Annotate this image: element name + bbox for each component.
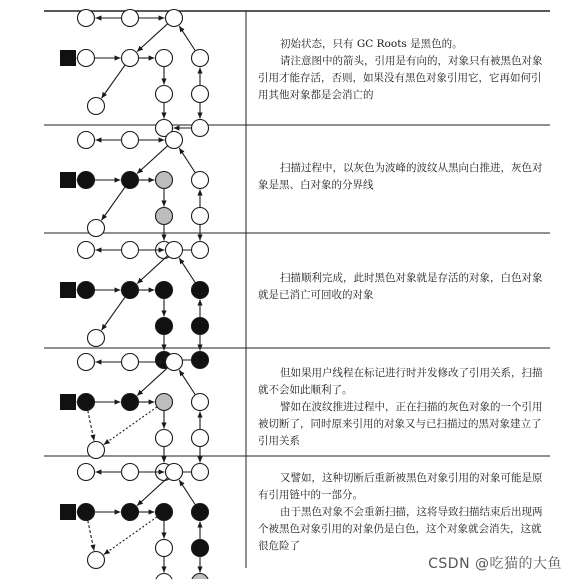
white-object-node: [88, 552, 105, 569]
description-paragraph: 扫描顺利完成，此时黑色对象就是存活的对象，白色对象就是已消亡可回收的对象: [258, 272, 543, 301]
reference-arrow: [179, 258, 195, 283]
white-object-node: [192, 430, 209, 447]
gc-root-square: [60, 50, 76, 66]
object-graph-diagram-1: [60, 10, 209, 137]
black-object-node: [192, 282, 209, 299]
white-object-node: [122, 10, 139, 27]
description-paragraph: 又譬如，这种切断后重新被黑色对象引用的对象可能是原有引用链中的一部分。: [258, 472, 543, 501]
white-object-node: [78, 354, 95, 371]
white-object-node: [122, 354, 139, 371]
new-reference-dashed-arrow: [88, 520, 94, 550]
reference-arrow: [137, 24, 168, 52]
gray-object-node: [156, 394, 173, 411]
white-object-node: [88, 442, 105, 459]
black-object-node: [192, 318, 209, 335]
white-object-node: [78, 10, 95, 27]
black-object-node: [192, 352, 209, 369]
white-object-node: [78, 50, 95, 67]
white-object-node: [156, 86, 173, 103]
white-object-node: [88, 98, 105, 115]
reference-arrow: [179, 148, 195, 173]
reference-arrow: [101, 65, 125, 98]
white-object-node: [192, 172, 209, 189]
reference-arrow: [101, 297, 125, 330]
white-object-node: [78, 132, 95, 149]
severed-reference-dashed-arrow: [104, 517, 157, 555]
white-object-node: [166, 464, 183, 481]
description-paragraph: 扫描过程中，以灰色为波峰的波纹从黑向白推进，灰色对象是黑、白对象的分界线: [258, 162, 543, 191]
black-object-node: [122, 282, 139, 299]
white-object-node: [192, 464, 209, 481]
black-object-node: [156, 318, 173, 335]
object-graph-diagram-3: [60, 242, 209, 369]
object-graph-diagram-5: [60, 464, 209, 579]
black-object-node: [192, 540, 209, 557]
row-description-5: [258, 470, 550, 555]
black-object-node: [156, 282, 173, 299]
white-object-node: [166, 354, 183, 371]
white-object-node: [88, 330, 105, 347]
description-paragraph: 请注意图中的箭头，引用是有向的，对象只有被黑色对象引用才能存活，否则，如果没有黑色对象引用它，它再如何引用其他对象都是会消亡的: [258, 55, 543, 101]
white-object-node: [192, 120, 209, 137]
gc-root-square: [60, 282, 76, 298]
description-paragraph: 譬如在波纹推进过程中，正在扫描的灰色对象的一个引用被切断了，同时原来引用的对象又与已扫描过的黑对象建立了引用关系: [258, 401, 543, 447]
black-object-node: [78, 172, 95, 189]
black-object-node: [156, 504, 173, 521]
severed-reference-dashed-arrow: [104, 407, 157, 445]
reference-arrow: [179, 26, 195, 51]
white-object-node: [192, 394, 209, 411]
reference-arrow: [137, 146, 168, 174]
white-object-node: [78, 464, 95, 481]
gray-object-node: [156, 208, 173, 225]
black-object-node: [78, 394, 95, 411]
black-object-node: [78, 282, 95, 299]
row-description-4: [258, 365, 550, 450]
row-description-3: [258, 270, 550, 304]
gc-root-square: [60, 172, 76, 188]
white-object-node: [192, 50, 209, 67]
object-graph-diagram-2: [60, 132, 209, 259]
white-object-node: [166, 132, 183, 149]
white-object-node: [156, 540, 173, 557]
gray-object-node: [192, 574, 209, 579]
row-description-2: [258, 160, 550, 194]
black-object-node: [192, 504, 209, 521]
black-object-node: [122, 504, 139, 521]
gc-root-square: [60, 504, 76, 520]
white-object-node: [156, 50, 173, 67]
new-reference-dashed-arrow: [88, 410, 94, 440]
white-object-node: [192, 208, 209, 225]
reference-arrow: [179, 480, 195, 505]
description-paragraph: 由于黑色对象不会重新扫描，这将导致扫描结束后出现两个被黑色对象引用的对象仍是白色，这个对象就会消失，这就很危险了: [258, 506, 543, 552]
reference-arrow: [179, 370, 195, 395]
description-paragraph: 但如果用户线程在标记进行时并发修改了引用关系，扫描就不会如此顺利了。: [258, 367, 543, 396]
white-object-node: [156, 574, 173, 579]
white-object-node: [166, 242, 183, 259]
reference-arrow: [101, 187, 125, 220]
white-object-node: [122, 242, 139, 259]
reference-arrow: [137, 368, 168, 396]
white-object-node: [192, 86, 209, 103]
row-description-1: [258, 36, 550, 104]
gc-root-square: [60, 394, 76, 410]
object-graph-diagram-4: [60, 354, 209, 481]
white-object-node: [156, 430, 173, 447]
reference-arrow: [137, 478, 168, 506]
reference-arrow: [137, 256, 168, 284]
white-object-node: [166, 10, 183, 27]
white-object-node: [78, 242, 95, 259]
description-paragraph: 初始状态，只有 GC Roots 是黑色的。: [280, 38, 463, 50]
white-object-node: [122, 132, 139, 149]
black-object-node: [78, 504, 95, 521]
white-object-node: [122, 464, 139, 481]
black-object-node: [122, 394, 139, 411]
black-object-node: [122, 172, 139, 189]
gray-object-node: [156, 172, 173, 189]
white-object-node: [88, 220, 105, 237]
white-object-node: [192, 242, 209, 259]
white-object-node: [122, 50, 139, 67]
watermark: CSDN @吃猫的大鱼: [428, 556, 562, 572]
